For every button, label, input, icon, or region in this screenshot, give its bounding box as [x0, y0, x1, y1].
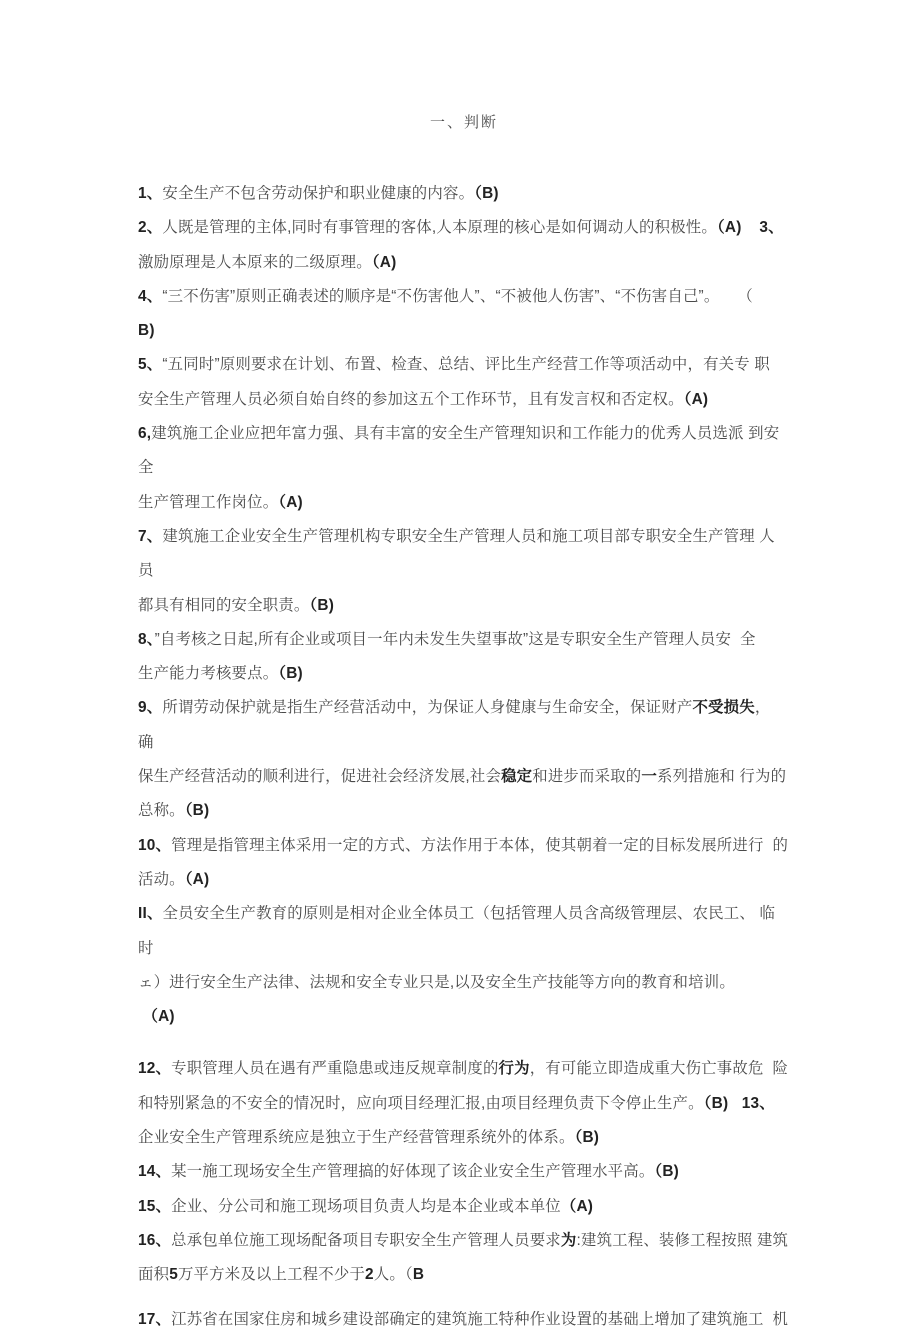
- text-segment: （: [719, 287, 753, 305]
- section-title: 一、判断: [429, 114, 498, 131]
- bold-text-segment: 3、: [759, 219, 784, 237]
- text-line: [138, 657, 790, 691]
- text-segment: 专职管理人员在遇有严重隐患或违反规章制度的: [171, 1060, 499, 1078]
- text-segment: 人既是管理的主体,同时有事管理的客体,人本原理的核心是如何调动人的积极性。: [162, 219, 717, 237]
- bold-text-segment: 13、: [741, 1094, 775, 1112]
- text-segment: 保生产经营活动的顺利进行，促进社会经济发展,社会: [138, 768, 502, 786]
- text-line: [138, 1155, 790, 1189]
- bold-text-segment: （B): [574, 1129, 600, 1147]
- text-segment: 总称。: [138, 802, 185, 820]
- text-segment: ，有可能立即造成重大伤亡事故危 险: [529, 1060, 789, 1078]
- bold-text-segment: 6,: [138, 425, 152, 443]
- bold-text-segment: （B): [654, 1163, 679, 1181]
- text-line: [138, 1121, 790, 1155]
- bold-text-segment: 不受损失: [692, 699, 755, 717]
- bold-text-segment: （B): [703, 1094, 729, 1112]
- text-segment: 安全生产管理人员必须自始自终的参加这五个工作环节，且有发言权和否定权。: [138, 390, 684, 408]
- bold-text-segment: 5: [169, 1266, 178, 1284]
- text-segment: ， 确: [138, 699, 775, 751]
- text-segment: “三不伤害”原则正确表述的顺序是“不伤害他人”、“不被他人伤害”、“不伤害自己”。: [162, 287, 720, 305]
- text-segment: 所谓劳动保护就是指生产经营活动中，为保证人身健康与生命安全，保证财产: [162, 699, 693, 717]
- bold-text-segment: 9、: [138, 699, 163, 717]
- text-line: [138, 177, 790, 211]
- bold-text-segment: 15、: [138, 1197, 172, 1215]
- text-segment: [742, 219, 760, 236]
- text-line: [138, 1258, 790, 1292]
- text-segment: :建筑工程、装修工程按照 建筑: [576, 1231, 789, 1249]
- bold-text-segment: 17、: [138, 1310, 172, 1328]
- bold-text-segment: （B): [184, 802, 210, 820]
- bold-text-segment: （B): [474, 185, 499, 202]
- text-line: [138, 314, 790, 348]
- bold-text-segment: （B): [309, 596, 335, 614]
- bold-text-segment: （A): [371, 253, 397, 271]
- bold-text-segment: 为: [560, 1231, 577, 1249]
- text-segment: ”自考核之日起,所有企业或项目一年内未发生失望事故”这是专职安全生产管理人员安 全: [154, 630, 756, 648]
- bold-text-segment: 5、: [138, 356, 163, 374]
- text-segment: 和特别紧急的不安全的情况时，应向项目经理汇报,由项目经理负责下令停止生产。: [138, 1094, 704, 1112]
- bold-text-segment: （A): [278, 493, 303, 511]
- text-segment: 活动。: [138, 870, 185, 888]
- bold-text-segment: 4、: [138, 287, 163, 305]
- text-segment: 某一施工现场安全生产管理搞的好体现了该企业安全生产管理水平高。: [171, 1163, 655, 1181]
- text-segment: 江苏省在国家住房和城乡建设部确定的建筑施工特种作业设置的基础上增加了建筑施工 机: [171, 1310, 789, 1328]
- text-segment: ェ）进行安全生产法律、法规和安全专业只是,以及安全生产技能等方向的教育和培训。: [138, 973, 735, 991]
- text-line: [138, 760, 790, 794]
- bold-text-segment: II、: [138, 905, 163, 923]
- text-line: [138, 863, 790, 897]
- bold-text-segment: 7、: [138, 527, 163, 545]
- question-list: [138, 177, 790, 1337]
- bold-text-segment: 一: [641, 768, 657, 786]
- text-segment: 建筑施工企业安全生产管理机构专职安全生产管理人员和施工项目部专职安全生产管理 人员: [138, 527, 775, 580]
- text-line: [138, 1190, 790, 1224]
- text-segment: “五同时”原则要求在计划、布置、检查、总结、评比生产经营工作等项活动中，有关专 职: [162, 356, 770, 374]
- text-segment: 面积: [138, 1266, 170, 1284]
- bold-text-segment: （A): [184, 870, 210, 888]
- text-segment: 激励原理是人本原来的二级原理。: [138, 253, 372, 271]
- text-segment: 全员安全生产教育的原则是相对企业全体员工（包括管理人员含高级管理层、农民工、 临时: [138, 905, 776, 957]
- text-line: [138, 966, 790, 1000]
- bold-text-segment: （A): [716, 219, 742, 237]
- text-line: [138, 897, 790, 966]
- bold-text-segment: 16、: [138, 1231, 172, 1249]
- bold-text-segment: 2: [365, 1266, 374, 1284]
- text-segment: 都具有相同的安全职责。: [138, 596, 310, 614]
- bold-text-segment: 2、: [138, 219, 163, 237]
- text-segment: 总承包单位施工现场配备项目专职安全生产管理人员要求: [171, 1231, 561, 1249]
- text-segment: 管理是指管理主体采用一定的方式、方法作用于本体，使其朝着一定的目标发展所进行 的: [171, 836, 789, 854]
- text-line: [138, 1224, 790, 1258]
- text-segment: 安全生产不包含劳动保护和职业健康的内容。: [162, 185, 475, 202]
- text-line: [138, 829, 790, 863]
- text-segment: 系列措施和 行为的: [656, 768, 787, 786]
- text-line: [138, 383, 790, 417]
- bold-text-segment: 10、: [138, 836, 172, 854]
- bold-text-segment: （A): [560, 1197, 594, 1215]
- text-line: [138, 486, 790, 520]
- bold-text-segment: 12、: [138, 1060, 172, 1078]
- text-segment: 生产能力考核要点。: [138, 665, 279, 683]
- text-line: [138, 520, 790, 589]
- bold-text-segment: （A): [142, 1008, 175, 1026]
- bold-text-segment: （A): [683, 390, 709, 408]
- text-line: [138, 417, 790, 486]
- text-line: [138, 623, 790, 657]
- text-line: [138, 348, 790, 382]
- text-segment: 生产管理工作岗位。: [138, 493, 279, 511]
- text-segment: [728, 1095, 741, 1112]
- text-segment: 和进步而采取的: [532, 768, 642, 786]
- bold-text-segment: 8、: [138, 630, 155, 648]
- text-line: [138, 1052, 790, 1086]
- text-line: [138, 1000, 790, 1034]
- bold-text-segment: （B): [278, 665, 303, 683]
- text-segment: 万平方米及以上工程不少于: [177, 1266, 366, 1284]
- text-segment: 企业安全生产管理系统应是独立于生产经营管理系统外的体系。: [138, 1129, 575, 1147]
- bold-text-segment: B: [412, 1266, 425, 1284]
- text-line: [138, 211, 790, 245]
- bold-text-segment: B): [138, 322, 155, 340]
- text-segment: 企业、分公司和施工现场项目负责人均是本企业或本单位: [171, 1197, 561, 1215]
- text-line: [138, 589, 790, 623]
- text-segment: 建筑施工企业应把年富力强、具有丰富的安全生产管理知识和工作能力的优秀人员选派 到安全: [138, 425, 780, 477]
- text-segment: 人。（: [373, 1266, 413, 1284]
- text-line: [138, 280, 790, 314]
- text-line: [138, 1303, 790, 1337]
- text-line: [138, 1087, 790, 1121]
- bold-text-segment: 1、: [138, 185, 163, 202]
- text-line: [138, 691, 790, 760]
- bold-text-segment: 行为: [498, 1060, 530, 1078]
- bold-text-segment: 稳定: [501, 768, 533, 786]
- bold-text-segment: 14、: [138, 1163, 172, 1181]
- text-line: [138, 246, 790, 280]
- text-line: [138, 794, 790, 828]
